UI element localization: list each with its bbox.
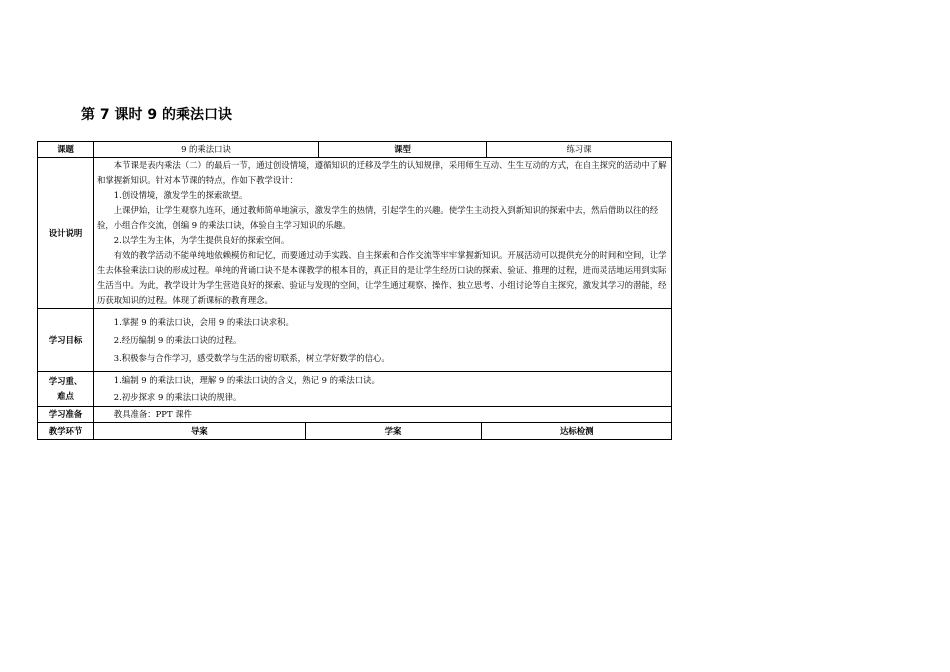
design-paragraph: 2.以学生为主体，为学生提供良好的探索空间。 <box>113 235 290 245</box>
prep-label: 学习准备 <box>38 407 94 423</box>
keypoints-label-line: 学习重、 <box>48 376 83 386</box>
prep-row <box>38 407 672 423</box>
prep-value: 教具准备：PPT 课件 <box>94 407 672 423</box>
design-paragraph: 本节课是表内乘法（二）的最后一节，通过创设情境，遵循知识的迁移及学生的认知规律，采用师生互动、生生互动的方式，在自主探究的活动中了解和掌握新知识。针对本节课的特点，作如下教学设计： <box>97 160 667 185</box>
topic-value: 9 的乘法口诀 <box>94 142 319 158</box>
steps-row <box>38 423 672 440</box>
keypoints-row <box>38 372 672 407</box>
design-paragraph: 有效的教学活动不能单纯地依赖模仿和记忆，而要通过动手实践、自主探索和合作交流等牢牢掌握新知识。开展活动可以提供充分的时间和空间，让学生去体验乘法口诀的形成过程。单纯的背诵口诀不是本课教学的根本目的，真正目的是让学生经历口诀的探索、验证、推理的过程，进而灵活地运用到实际生活当中。为此，教学设计为学生营造良好的探索、验证与发现的空间，让学生通过观察、操作、独立思考、小组讨论等自主探究，激发其学习的潜能，经历获取知识的过程。体现了新课标的教育理念。 <box>97 250 667 305</box>
design-paragraph: 上课伊始，让学生观察九连环，通过教师简单地演示，激发学生的热情，引起学生的兴趣。使学生主动投入到新知识的探索中去，然后借助以往的经验，小组合作交流，创编 9 的乘法口诀，体验自主学习知识的乐趣。 <box>97 205 659 230</box>
page-title: 第 7 课时 9 的乘法口诀 <box>81 107 232 123</box>
design-label: 设计说明 <box>38 158 94 309</box>
steps-label: 教学环节 <box>38 423 94 440</box>
steps-subtable <box>94 423 672 439</box>
topic-row <box>38 142 672 158</box>
keypoints-label-line: 难点 <box>57 391 74 401</box>
keypoint-item: 1.编制 9 的乘法口诀，理解 9 的乘法口诀的含义，熟记 9 的乘法口诀。 <box>113 375 380 385</box>
topic-label: 课题 <box>38 142 94 158</box>
goal-item: 3.积极参与合作学习，感受数学与生活的密切联系，树立学好数学的信心。 <box>113 353 390 363</box>
assessment-column-header: 达标检测 <box>481 423 672 439</box>
goals-label: 学习目标 <box>38 309 94 372</box>
goal-item: 2.经历编制 9 的乘法口诀的过程。 <box>113 335 242 345</box>
goals-row <box>38 309 672 372</box>
study-column-header: 学案 <box>305 423 481 439</box>
keypoint-item: 2.初步探求 9 的乘法口诀的规律。 <box>113 392 242 402</box>
goal-item: 1.掌握 9 的乘法口诀，会用 9 的乘法口诀求积。 <box>113 317 294 327</box>
steps-columns <box>94 423 672 440</box>
design-content <box>94 158 672 309</box>
guide-column-header: 导案 <box>94 423 305 439</box>
design-paragraph: 1.创设情境，激发学生的探索欲望。 <box>113 190 248 200</box>
goals-content <box>94 309 672 372</box>
keypoints-label <box>38 372 94 407</box>
keypoints-content <box>94 372 672 407</box>
lesson-type-label: 课型 <box>319 142 487 158</box>
lesson-type-value: 练习课 <box>487 142 672 158</box>
lesson-plan-table <box>37 141 672 440</box>
design-row <box>38 158 672 309</box>
